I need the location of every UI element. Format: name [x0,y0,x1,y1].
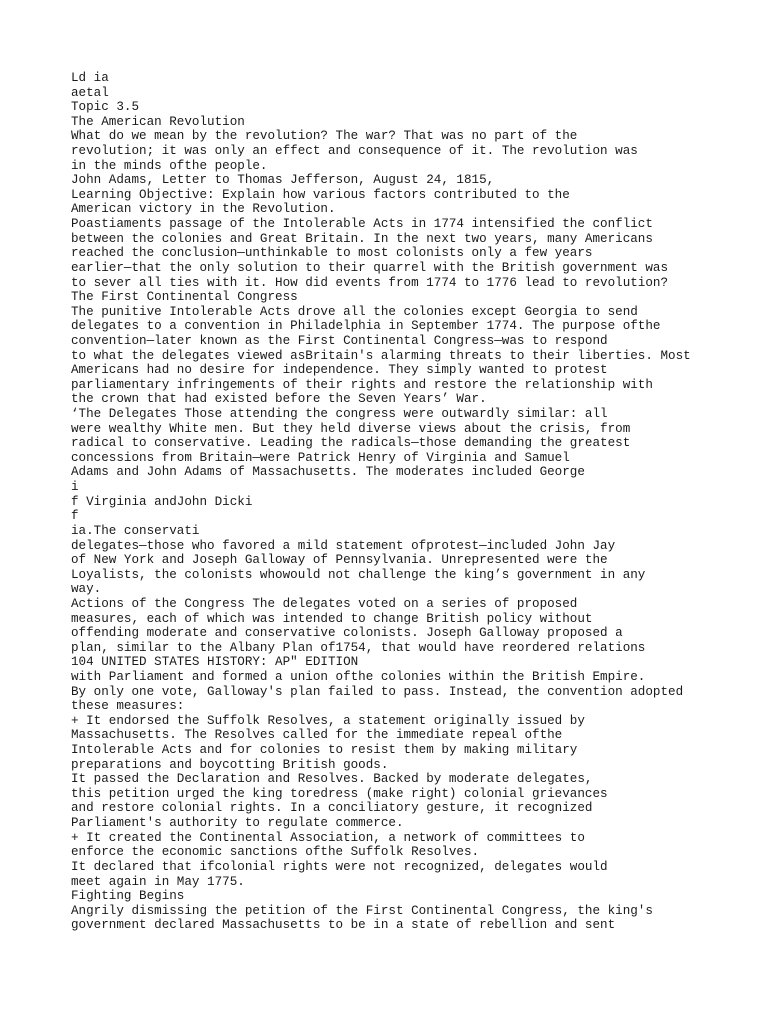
text-line: offending moderate and conservative colonists. Joseph Galloway proposed a [71,626,623,641]
text-line: way. [71,582,102,597]
text-line: 104 UNITED STATES HISTORY: AP" EDITION [71,655,359,670]
text-line: this petition urged the king toredress (make right) colonial grievances [71,786,608,801]
text-line: meet again in May 1775. [71,874,245,889]
text-line: government declared Massachusetts to be in a state of rebellion and sent [71,918,616,933]
text-line: John Adams, Letter to Thomas Jefferson, August 24, 1815, [71,173,495,188]
text-line: Adams and John Adams of Massachusetts. The moderates included George [71,465,585,480]
text-line: plan, similar to the Albany Plan of1754, that would have reordered relations [71,640,646,655]
text-line: these measures: [71,699,185,714]
text-line: between the colonies and Great Britain. In the next two years, many Americans [71,231,653,246]
text-line: Ld ia [71,71,109,85]
text-line: aetal [71,85,109,100]
text-line: Actions of the Congress The delegates voted on a series of proposed [71,596,578,611]
text-line: The punitive Intolerable Acts drove all the colonies except Georgia to send [71,304,638,319]
text-line: delegates—those who favored a mild statement ofprotest—included John Jay [71,538,616,553]
text-line: radical to conservative. Leading the radicals—those demanding the greatest [71,436,631,451]
text-line: and restore colonial rights. In a conciliatory gesture, it recognized [71,801,593,816]
text-line: It passed the Declaration and Resolves. Backed by moderate delegates, [71,772,593,787]
text-line: Poastiaments passage of the Intolerable Acts in 1774 intensified the conflict [71,217,653,232]
text-line: reached the conclusion—unthinkable to most colonists only a few years [71,246,593,261]
text-line: Learning Objective: Explain how various factors contributed to the [71,187,570,202]
text-line: were wealthy White men. But they held diverse views about the crisis, from [71,421,631,436]
text-line: concessions from Britain—were Patrick Henry of Virginia and Samuel [71,450,570,465]
text-line: Massachusetts. The Resolves called for the immediate repeal ofthe [71,728,563,743]
text-line: delegates to a convention in Philadelphia in September 1774. The purpose ofthe [71,319,661,334]
text-line: of New York and Joseph Galloway of Pennsylvania. Unrepresented were the [71,553,608,568]
text-line: the crown that had existed before the Seven Years’ War. [71,392,487,407]
text-line: revolution; it was only an effect and consequence of it. The revolution was [71,144,638,159]
text-line: ia.The conservati [71,523,200,538]
text-line: i [71,480,79,495]
text-line: to sever all ties with it. How did events from 1774 to 1776 lead to revolution? [71,275,669,290]
text-line: The American Revolution [71,114,245,129]
text-line: enforce the economic sanctions ofthe Suffolk Resolves. [71,845,480,860]
text-line: + It created the Continental Association, a network of committees to [71,830,585,845]
text-line: + It endorsed the Suffolk Resolves, a statement originally issued by [71,713,585,728]
text-line: to what the delegates viewed asBritain's alarming threats to their liberties. Most [71,348,691,363]
text-line: ‘The Delegates Those attending the congress were outwardly similar: all [71,407,608,422]
text-line: parliamentary infringements of their rights and restore the relationship with [71,377,653,392]
document-page [71,71,711,933]
text-line: Angrily dismissing the petition of the First Continental Congress, the king's [71,903,653,918]
text-line: By only one vote, Galloway's plan failed to pass. Instead, the convention adopted [71,684,684,699]
text-line: Loyalists, the colonists whowould not challenge the king’s government in any [71,567,646,582]
text-line: f Virginia andJohn Dicki [71,494,253,509]
text-line: What do we mean by the revolution? The war? That was no part of the [71,129,578,144]
text-line: with Parliament and formed a union ofthe colonies within the British Empire. [71,669,646,684]
text-line: The First Continental Congress [71,290,298,305]
text-line: in the minds ofthe people. [71,158,268,173]
text-line: Parliament's authority to regulate commerce. [71,816,404,831]
text-line: Americans had no desire for independence. They simply wanted to protest [71,363,608,378]
text-line: Fighting Begins [71,889,185,904]
text-line: It declared that ifcolonial rights were not recognized, delegates would [71,859,608,874]
text-line: Intolerable Acts and for colonies to resist them by making military [71,743,578,758]
text-line: earlier—that the only solution to their quarrel with the British government was [71,260,669,275]
text-line: f [71,509,79,524]
text-line: preparations and boycotting British goods. [71,757,389,772]
text-line: American victory in the Revolution. [71,202,336,217]
text-line: convention—later known as the First Continental Congress—was to respond [71,333,608,348]
text-line: Topic 3.5 [71,100,140,115]
text-line: measures, each of which was intended to change British policy without [71,611,593,626]
